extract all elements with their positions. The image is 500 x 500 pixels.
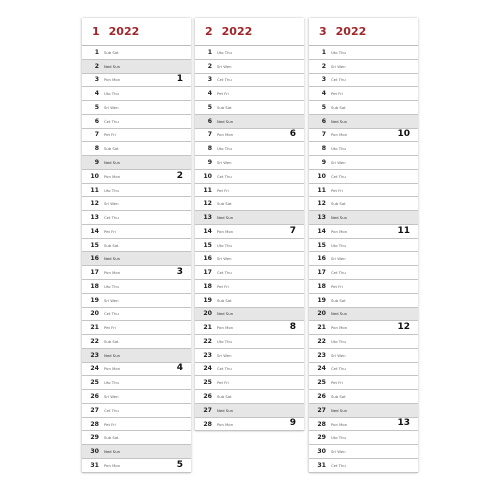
day-number: 17 [203,269,212,277]
day-name: Sri Wen [217,352,232,358]
day-number: 28 [90,420,99,428]
day-row [309,390,418,404]
day-name: Uto Thu [104,91,119,97]
day-name: Pon Mon [331,228,348,234]
day-number: 13 [317,214,326,222]
day-number: 29 [90,434,99,442]
day-number: 26 [317,393,326,401]
day-name: Pet Fri [217,91,229,97]
week-number: 13 [397,418,410,429]
day-row [82,390,191,404]
day-name: Pet Fri [331,283,343,289]
day-row-sunday [309,308,418,322]
day-name: Pon Mon [104,462,121,468]
day-number: 4 [94,90,99,98]
day-number: 7 [207,131,212,139]
day-row [82,87,191,101]
day-row [309,321,418,335]
day-number: 11 [203,186,212,194]
day-row [195,418,304,432]
day-name: Uto Thu [217,49,232,55]
day-list [309,46,418,473]
day-name: Sub Sat [104,435,119,441]
day-number: 9 [94,159,99,166]
day-name: Čet Thu [104,407,119,413]
day-number: 27 [90,406,99,414]
day-name: Sub Sat [217,104,232,110]
day-row [309,197,418,211]
day-number: 26 [90,393,99,401]
day-name: Pet Fri [331,380,343,386]
day-row [309,239,418,253]
day-name: Pet Fri [217,283,229,289]
day-name: Ned Sun [331,407,348,413]
day-name: Pet Fri [104,325,116,331]
day-row [309,184,418,198]
day-row [195,142,304,156]
day-number: 2 [207,62,212,70]
day-number: 12 [203,200,212,208]
day-name: Čet Thu [217,173,232,179]
day-number: 23 [203,351,212,359]
day-row-sunday [82,445,191,459]
week-number: 11 [397,225,410,236]
day-name: Sri Wen [217,256,232,262]
month-number: 2 [205,25,213,38]
day-number: 21 [90,324,99,332]
day-row-sunday [309,404,418,418]
day-list [82,46,191,473]
day-row [195,87,304,101]
day-name: Sri Wen [331,63,346,69]
day-row [195,225,304,239]
day-row [195,184,304,198]
day-name: Ned Sun [217,407,234,413]
day-name: Ned Sun [104,352,121,358]
day-row [309,225,418,239]
day-row [195,363,304,377]
day-row [195,197,304,211]
month-header [82,18,191,46]
day-number: 18 [90,282,99,290]
day-row-sunday [82,156,191,170]
day-row [195,390,304,404]
day-number: 24 [90,365,99,373]
week-number: 7 [289,225,296,236]
week-number: 9 [289,418,296,429]
day-row-sunday [195,308,304,322]
day-number: 10 [203,172,212,180]
day-row-sunday [309,115,418,129]
day-name: Ned Sun [331,215,348,221]
day-row [309,376,418,390]
day-row [309,363,418,377]
day-number: 18 [203,282,212,290]
day-name: Uto Thu [104,283,119,289]
day-number: 5 [94,103,99,111]
day-number: 24 [317,365,326,373]
day-row-sunday [195,211,304,225]
day-number: 27 [203,406,212,414]
day-number: 15 [90,241,99,249]
day-name: Uto Thu [331,146,346,152]
day-row [309,156,418,170]
day-row [309,459,418,473]
day-number: 23 [90,351,99,359]
day-row [309,170,418,184]
day-number: 20 [317,310,326,318]
day-number: 16 [203,255,212,263]
day-name: Sri Wen [331,160,346,165]
day-row [82,239,191,253]
day-name: Pon Mon [104,270,121,276]
day-row [309,46,418,60]
day-number: 14 [203,227,212,235]
day-number: 31 [317,461,326,469]
day-name: Sri Wen [331,256,346,262]
day-row [309,87,418,101]
day-name: Uto Thu [217,242,232,248]
day-name: Čet Thu [331,270,346,276]
day-row [82,266,191,280]
day-row [195,252,304,266]
day-name: Čet Thu [104,311,119,317]
day-number: 4 [321,90,326,98]
day-row [82,101,191,115]
day-row [82,129,191,143]
day-name: Sub Sat [217,297,232,303]
week-number: 12 [397,322,410,333]
day-number: 22 [203,337,212,345]
day-number: 18 [317,282,326,290]
day-name: Uto Thu [331,242,346,248]
day-row [195,74,304,88]
day-number: 15 [203,241,212,249]
day-row [195,280,304,294]
day-name: Sri Wen [104,297,119,303]
day-row [82,197,191,211]
day-name: Čet Thu [217,270,232,276]
day-name: Pet Fri [331,91,343,97]
day-name: Čet Thu [104,215,119,221]
day-row [82,294,191,308]
day-row [195,129,304,143]
day-row [82,46,191,60]
day-number: 3 [321,76,326,84]
day-name: Sub Sat [217,394,232,400]
month-column-march [309,18,418,473]
day-number: 5 [321,103,326,111]
day-name: Pon Mon [217,421,234,427]
day-number: 31 [90,461,99,469]
day-name: Sri Wen [331,352,346,358]
day-name: Sub Sat [331,394,346,400]
day-number: 20 [90,310,99,318]
day-row-sunday [309,211,418,225]
day-name: Pet Fri [104,228,116,234]
day-number: 8 [94,145,99,153]
day-row [309,294,418,308]
day-name: Uto Thu [104,187,119,193]
day-number: 12 [317,200,326,208]
day-name: Pon Mon [331,132,348,138]
day-number: 1 [94,48,99,56]
day-row [82,321,191,335]
day-name: Čet Thu [331,77,346,83]
day-row [309,445,418,459]
day-row [309,418,418,432]
day-row [82,142,191,156]
day-name: Uto Thu [217,146,232,152]
day-number: 3 [94,76,99,84]
day-name: Pet Fri [104,421,116,427]
day-number: 22 [317,337,326,345]
day-name: Pon Mon [217,325,234,331]
day-number: 22 [90,337,99,345]
day-row [82,363,191,377]
day-name: Uto Thu [104,380,119,386]
week-number: 5 [176,459,183,470]
day-number: 29 [317,434,326,442]
day-name: Ned Sun [104,63,121,69]
day-number: 6 [321,117,326,125]
day-row [309,142,418,156]
day-number: 7 [321,131,326,139]
month-header [195,18,304,46]
day-row [195,266,304,280]
day-row-sunday [82,349,191,363]
day-number: 17 [90,269,99,277]
day-number: 17 [317,269,326,277]
day-row [195,156,304,170]
day-name: Ned Sun [217,118,234,124]
week-number: 2 [176,170,183,181]
week-number: 3 [176,267,183,278]
day-row [195,376,304,390]
day-row [82,404,191,418]
day-row [82,376,191,390]
day-row [195,239,304,253]
day-name: Pon Mon [104,173,121,179]
day-number: 25 [90,379,99,387]
day-number: 24 [203,365,212,373]
day-row [82,335,191,349]
month-year: 2022 [108,25,140,38]
day-row [309,335,418,349]
day-name: Pon Mon [104,366,121,372]
week-number: 10 [397,129,410,140]
day-name: Sri Wen [104,104,119,110]
day-name: Pet Fri [331,187,343,193]
day-row-sunday [82,60,191,74]
day-row [82,418,191,432]
month-column-february [195,18,304,431]
day-name: Uto Thu [331,435,346,441]
day-row [82,280,191,294]
day-number: 11 [90,186,99,194]
day-number: 13 [90,214,99,222]
day-row [309,266,418,280]
week-number: 4 [176,363,183,374]
day-row [82,170,191,184]
day-row [82,211,191,225]
day-number: 15 [317,241,326,249]
day-row [82,431,191,445]
month-year: 2022 [221,25,253,38]
day-row [195,294,304,308]
day-number: 4 [207,90,212,98]
day-number: 25 [203,379,212,387]
day-name: Pon Mon [104,77,121,83]
day-name: Ned Sun [331,311,348,317]
day-row [309,101,418,115]
day-number: 14 [317,227,326,235]
day-name: Sri Wen [217,160,232,165]
day-name: Ned Sun [104,256,121,262]
day-number: 19 [203,296,212,304]
day-number: 5 [207,103,212,111]
day-name: Sri Wen [331,449,346,455]
day-row [195,170,304,184]
day-name: Ned Sun [217,215,234,221]
month-number: 1 [92,25,100,38]
day-name: Uto Thu [331,338,346,344]
day-number: 30 [90,448,99,456]
month-number: 3 [319,25,327,38]
day-name: Čet Thu [331,462,346,468]
day-row [82,308,191,322]
day-row [309,349,418,363]
day-row [195,349,304,363]
day-number: 10 [317,172,326,180]
month-header [309,18,418,46]
day-number: 19 [90,296,99,304]
day-number: 16 [90,255,99,263]
day-name: Sub Sat [331,201,346,207]
day-row [82,74,191,88]
day-number: 10 [90,172,99,180]
day-name: Čet Thu [104,118,119,124]
day-number: 11 [317,186,326,194]
day-number: 19 [317,296,326,304]
day-number: 1 [321,48,326,56]
day-row [309,252,418,266]
day-number: 9 [207,159,212,166]
day-name: Pet Fri [217,380,229,386]
week-number: 6 [289,129,296,140]
day-name: Ned Sun [331,118,348,124]
day-row [309,431,418,445]
day-name: Pon Mon [217,132,234,138]
day-row [195,101,304,115]
day-row [82,115,191,129]
day-number: 12 [90,200,99,208]
day-name: Čet Thu [217,366,232,372]
day-name: Čet Thu [331,173,346,179]
day-number: 6 [207,117,212,125]
day-row [195,321,304,335]
day-name: Ned Sun [217,311,234,317]
day-row [195,60,304,74]
day-name: Sri Wen [104,201,119,207]
day-name: Sub Sat [104,242,119,248]
day-row [82,225,191,239]
day-number: 16 [317,255,326,263]
day-name: Pon Mon [331,421,348,427]
day-name: Čet Thu [217,77,232,83]
day-row [195,335,304,349]
day-number: 2 [321,62,326,70]
day-row [309,280,418,294]
day-name: Ned Sun [104,449,121,455]
week-number: 8 [289,322,296,333]
day-name: Sub Sat [217,201,232,207]
day-number: 7 [94,131,99,139]
day-name: Sri Wen [217,63,232,69]
day-number: 8 [207,145,212,153]
day-name: Pet Fri [104,132,116,138]
day-number: 28 [203,420,212,428]
day-number: 13 [203,214,212,222]
day-row [309,74,418,88]
day-row [82,184,191,198]
day-name: Uto Thu [217,338,232,344]
day-number: 8 [321,145,326,153]
day-number: 25 [317,379,326,387]
day-name: Pon Mon [331,325,348,331]
day-number: 30 [317,448,326,456]
day-number: 21 [317,324,326,332]
day-number: 14 [90,227,99,235]
day-name: Sub Sat [104,146,119,152]
day-name: Pon Mon [217,228,234,234]
day-row-sunday [195,115,304,129]
day-name: Sub Sat [104,49,119,55]
day-name: Čet Thu [331,366,346,372]
day-number: 2 [94,62,99,70]
day-number: 9 [321,159,326,166]
month-column-january [82,18,191,473]
day-row [309,60,418,74]
day-list [195,46,304,431]
day-row-sunday [82,252,191,266]
day-name: Sub Sat [331,297,346,303]
day-number: 6 [94,117,99,125]
day-number: 23 [317,351,326,359]
day-name: Sri Wen [104,394,119,400]
day-number: 26 [203,393,212,401]
day-name: Sub Sat [104,338,119,344]
week-number: 1 [176,74,183,85]
day-row [309,129,418,143]
day-name: Uto Thu [331,49,346,55]
day-row [82,459,191,473]
day-name: Pet Fri [217,187,229,193]
day-number: 21 [203,324,212,332]
day-number: 20 [203,310,212,318]
day-name: Ned Sun [104,160,121,165]
day-number: 27 [317,406,326,414]
day-row [195,46,304,60]
day-name: Sub Sat [331,104,346,110]
day-number: 28 [317,420,326,428]
month-year: 2022 [335,25,367,38]
day-number: 3 [207,76,212,84]
day-number: 1 [207,48,212,56]
day-row-sunday [195,404,304,418]
